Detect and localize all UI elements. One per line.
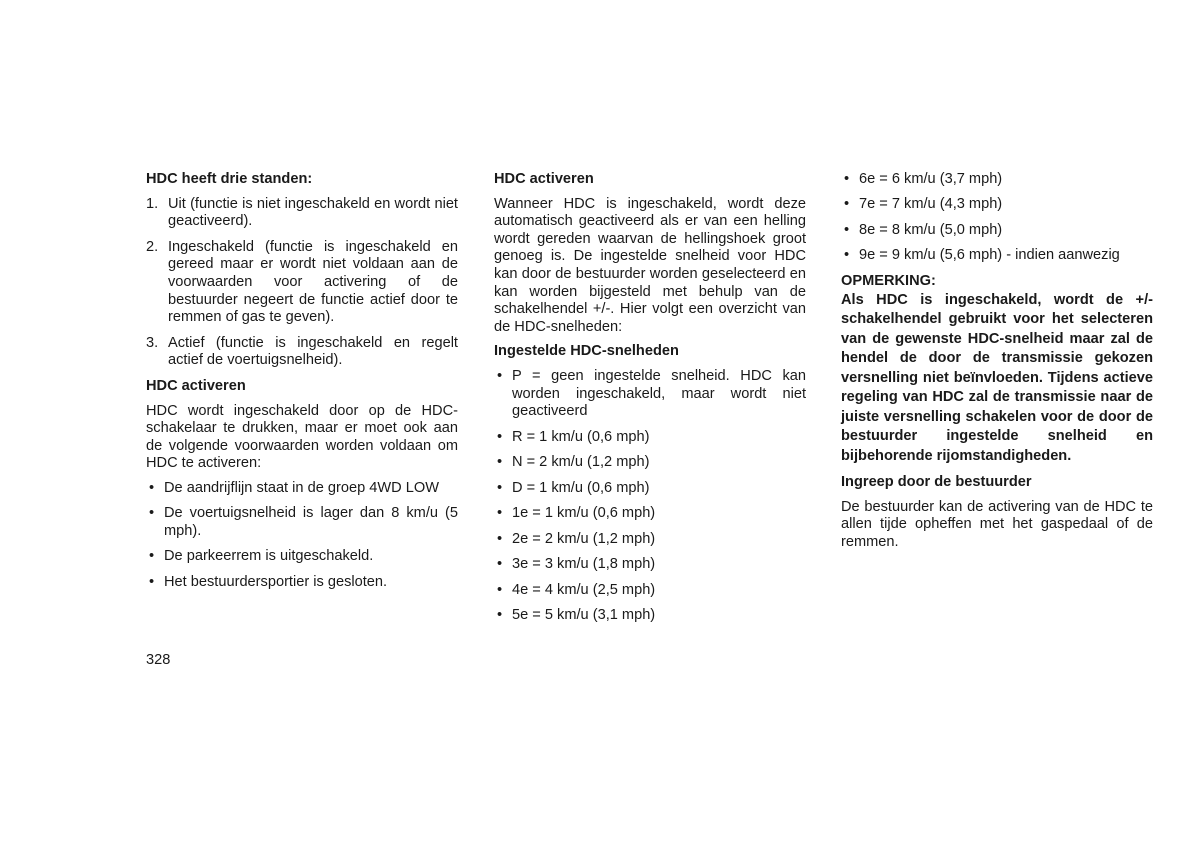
hdc-states-list [146, 196, 458, 370]
list-item-text: Het bestuurdersportier is gesloten. [164, 573, 388, 590]
list-item [146, 196, 458, 231]
conditions-list [146, 480, 458, 592]
bullet-icon: • [497, 367, 503, 384]
list-item-text: 3e = 3 km/u (1,8 mph) [512, 556, 656, 573]
list-item-text: 4e = 4 km/u (2,5 mph) [512, 581, 656, 598]
bullet-icon: • [497, 454, 503, 471]
list-item-text: De voertuigsnelheid is lager dan 8 km/u (5 mph). [164, 505, 458, 539]
note-body: Als HDC is ingeschakeld, wordt de +/- schakelhendel gebruikt voor het selecteren van de gewenste HDC-snelheid maar zal de hendel de door de transmissie gekozen versnelling niet beïnvloeden. Tijdens actieve regeling van HDC zal de transmissie naar de juiste versnelling schakelen voor de door de bestuurder ingestelde snelheid en bijbehorende rijomstandigheden. [841, 291, 1153, 464]
bullet-icon: • [844, 171, 850, 187]
list-item [146, 574, 458, 592]
list-number: 1. [146, 195, 159, 212]
bullet-icon: • [844, 196, 850, 213]
paragraph-driver-override: De bestuurder kan de activering van de HDC te allen tijde opheffen met het gaspedaal of de remmen. [841, 498, 1153, 550]
bullet-icon: • [497, 556, 503, 573]
list-item-text: P = geen ingestelde snelheid. HDC kan worden ingeschakeld, maar wordt niet geactiveerd [512, 367, 806, 420]
paragraph-hdc-activation: Wanneer HDC is ingeschakeld, wordt deze automatisch geactiveerd als er van een helling wordt gereden waarvan de hellingshoek groot genoeg is. De ingestelde snelheid voor HDC kan door de bestuurder worden geselecteerd en kan worden bijgesteld met behulp van de schakelhendel +/-. Hier volgt een overzicht van de HDC-snelheden: [494, 195, 806, 335]
bullet-icon: • [149, 505, 155, 522]
list-item [146, 335, 458, 370]
list-item [146, 480, 458, 498]
list-item [494, 531, 806, 549]
list-item [146, 548, 458, 566]
list-item-text: 7e = 7 km/u (4,3 mph) [859, 196, 1003, 213]
list-item-text: De parkeerrem is uitgeschakeld. [164, 548, 374, 565]
section-heading-hdc-states: HDC heeft drie standen: [146, 171, 313, 187]
bullet-icon: • [497, 479, 503, 496]
list-item [494, 368, 806, 421]
column-right [841, 171, 1153, 558]
bullet-icon: • [497, 530, 503, 547]
list-number: 2. [146, 238, 159, 255]
list-item-text: Ingeschakeld (functie is ingeschakeld en gereed maar er wordt niet voldaan aan de voorwaarden voor activering of de bestuurder negeert de functie actief door te remmen of gas te geven). [168, 238, 458, 326]
list-item-text: R = 1 km/u (0,6 mph) [512, 428, 650, 445]
list-item [494, 582, 806, 600]
section-heading-hdc-activate-2: HDC activeren [494, 171, 594, 187]
page-number: 328 [146, 652, 171, 668]
bullet-icon: • [497, 607, 503, 623]
list-item [494, 454, 806, 472]
list-item-text: D = 1 km/u (0,6 mph) [512, 479, 650, 496]
list-item-text: 6e = 6 km/u (3,7 mph) [859, 171, 1003, 187]
bullet-icon: • [497, 428, 503, 445]
list-item [146, 239, 458, 327]
section-heading-hdc-speeds: Ingestelde HDC-snelheden [494, 343, 679, 360]
list-item [146, 505, 458, 540]
bullet-icon: • [149, 479, 155, 496]
bullet-icon: • [844, 221, 850, 238]
list-item [841, 171, 1153, 189]
column-middle [494, 171, 806, 632]
bullet-icon: • [497, 505, 503, 522]
speeds-list-continued [841, 171, 1153, 265]
list-number: 3. [146, 334, 159, 351]
bullet-icon: • [149, 573, 155, 590]
bullet-icon: • [844, 247, 850, 264]
list-item [494, 505, 806, 523]
list-item [841, 196, 1153, 214]
column-left [146, 171, 458, 599]
bullet-icon: • [497, 581, 503, 598]
list-item-text: Actief (functie is ingeschakeld en regelt actief de voertuigsnelheid). [168, 334, 458, 369]
section-heading-hdc-activate: HDC activeren [146, 377, 246, 394]
list-item-text: 8e = 8 km/u (5,0 mph) [859, 221, 1003, 238]
list-item-text: N = 2 km/u (1,2 mph) [512, 454, 650, 471]
bullet-icon: • [149, 548, 155, 565]
speeds-list [494, 368, 806, 625]
list-item [494, 429, 806, 447]
list-item [494, 607, 806, 625]
list-item [841, 247, 1153, 265]
list-item-text: De aandrijflijn staat in de groep 4WD LOW [164, 479, 439, 496]
section-heading-driver-override: Ingreep door de bestuurder [841, 474, 1032, 491]
list-item [494, 480, 806, 498]
note-label: OPMERKING: [841, 272, 936, 289]
list-item-text: Uit (functie is niet ingeschakeld en wordt niet geactiveerd). [168, 195, 458, 230]
list-item [494, 556, 806, 574]
paragraph-hdc-intro: HDC wordt ingeschakeld door op de HDC-schakelaar te drukken, maar er moet ook aan de volgende voorwaarden worden voldaan om HDC te activeren: [146, 402, 458, 472]
list-item [841, 222, 1153, 240]
list-item-text: 1e = 1 km/u (0,6 mph) [512, 505, 656, 522]
list-item-text: 9e = 9 km/u (5,6 mph) - indien aanwezig [859, 247, 1120, 264]
list-item-text: 5e = 5 km/u (3,1 mph) [512, 607, 656, 623]
list-item-text: 2e = 2 km/u (1,2 mph) [512, 530, 656, 547]
